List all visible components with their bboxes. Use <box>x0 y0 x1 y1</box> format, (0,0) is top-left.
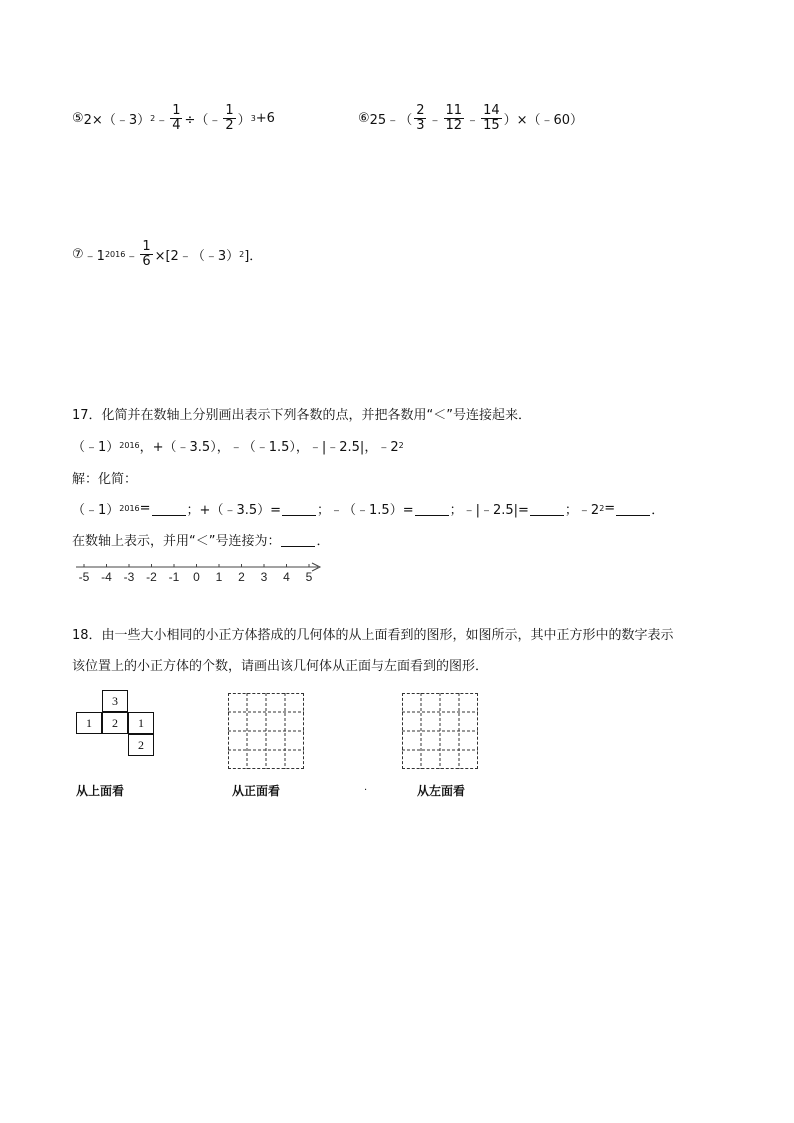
cell-right: 1 <box>128 712 154 734</box>
axis-tick-label: -1 <box>168 570 180 584</box>
axis-tick-label: 0 <box>193 570 200 584</box>
axis-tick-label: 1 <box>215 570 223 584</box>
axis-tick-label: -2 <box>146 570 157 584</box>
axis-tick-label: 3 <box>260 570 268 584</box>
answer-blank[interactable] <box>282 502 316 516</box>
top-view-figure <box>76 690 156 760</box>
circled-6: ⑥ <box>358 110 370 126</box>
exercise-6: ⑥ 25﹣（ $\frac{2}{3}$ ﹣ $\frac{11}{12}$ ﹣ $\frac{14}{15}$ ）×（﹣60） <box>358 102 584 133</box>
number-line <box>72 560 332 590</box>
axis-tick-label: 4 <box>283 570 290 584</box>
answer-blank[interactable] <box>152 502 186 516</box>
question-18-stem-1: 18．由一些大小相同的小正方体搭成的几何体的从上面看到的图形，如图所示，其中正方形中的数字表示 <box>72 628 674 643</box>
answer-blank[interactable] <box>616 502 650 516</box>
exercise-5: ⑤ 2×（﹣3） 2 ﹣ $\frac{1}{4}$ ÷（﹣ $\frac{1}{2}$ ） 3 +6 <box>72 102 275 133</box>
fraction: $\frac{1}{4}$ <box>172 102 181 133</box>
answer-blank[interactable] <box>530 502 564 516</box>
solution-label: 解：化简： <box>72 472 138 487</box>
question-17-numbers: （﹣1） 2016 ，+（﹣3.5），﹣（﹣1.5），﹣|﹣2.5|，﹣2 2 <box>72 440 404 455</box>
front-view-grid[interactable] <box>228 693 304 769</box>
left-view-grid[interactable] <box>402 693 478 769</box>
answer-blank[interactable] <box>281 533 315 547</box>
axis-tick-label: -4 <box>101 570 112 584</box>
axis-tick-label: 5 <box>305 570 313 584</box>
label-left-view: 从左面看 <box>417 784 466 798</box>
fraction: $\frac{11}{12}$ <box>445 102 463 133</box>
fraction: $\frac{2}{3}$ <box>416 102 425 133</box>
cell-bottom: 2 <box>128 734 154 756</box>
question-17-stem: 17．化简并在数轴上分别画出表示下列各数的点，并把各数用“＜”号连接起来． <box>72 408 532 423</box>
axis-tick-label: 2 <box>238 570 245 584</box>
stray-dot: . <box>364 782 368 793</box>
number-line-statement: 在数轴上表示，并用“＜”号连接为： ． <box>72 534 330 549</box>
cell-left: 1 <box>76 712 102 734</box>
axis-tick-label: -3 <box>123 570 135 584</box>
fraction: $\frac{14}{15}$ <box>483 102 500 133</box>
axis-tick-label: -5 <box>78 570 90 584</box>
fraction: $\frac{1}{2}$ <box>225 102 234 133</box>
label-front-view: 从正面看 <box>232 784 281 798</box>
answer-blank[interactable] <box>415 502 449 516</box>
label-top-view: 从上面看 <box>76 784 125 798</box>
fraction: $\frac{1}{6}$ <box>142 238 151 269</box>
circled-5: ⑤ <box>72 110 84 126</box>
exercise-7: ⑦ ﹣1 2016 ﹣ $\frac{1}{6}$ ×[2﹣（﹣3） 2 ]． <box>72 238 263 269</box>
cell-center: 2 <box>102 712 128 734</box>
fill-in-line: （﹣1） 2016 = ；+（﹣3.5）= ；﹣（﹣1.5）= ；﹣|﹣2.5|= ；﹣2 2 = ． <box>72 501 665 518</box>
circled-7: ⑦ <box>72 246 84 262</box>
question-18-stem-2: 该位置上的小正方体的个数，请画出该几何体从正面与左面看到的图形． <box>72 659 489 674</box>
cell-top: 3 <box>102 690 128 712</box>
